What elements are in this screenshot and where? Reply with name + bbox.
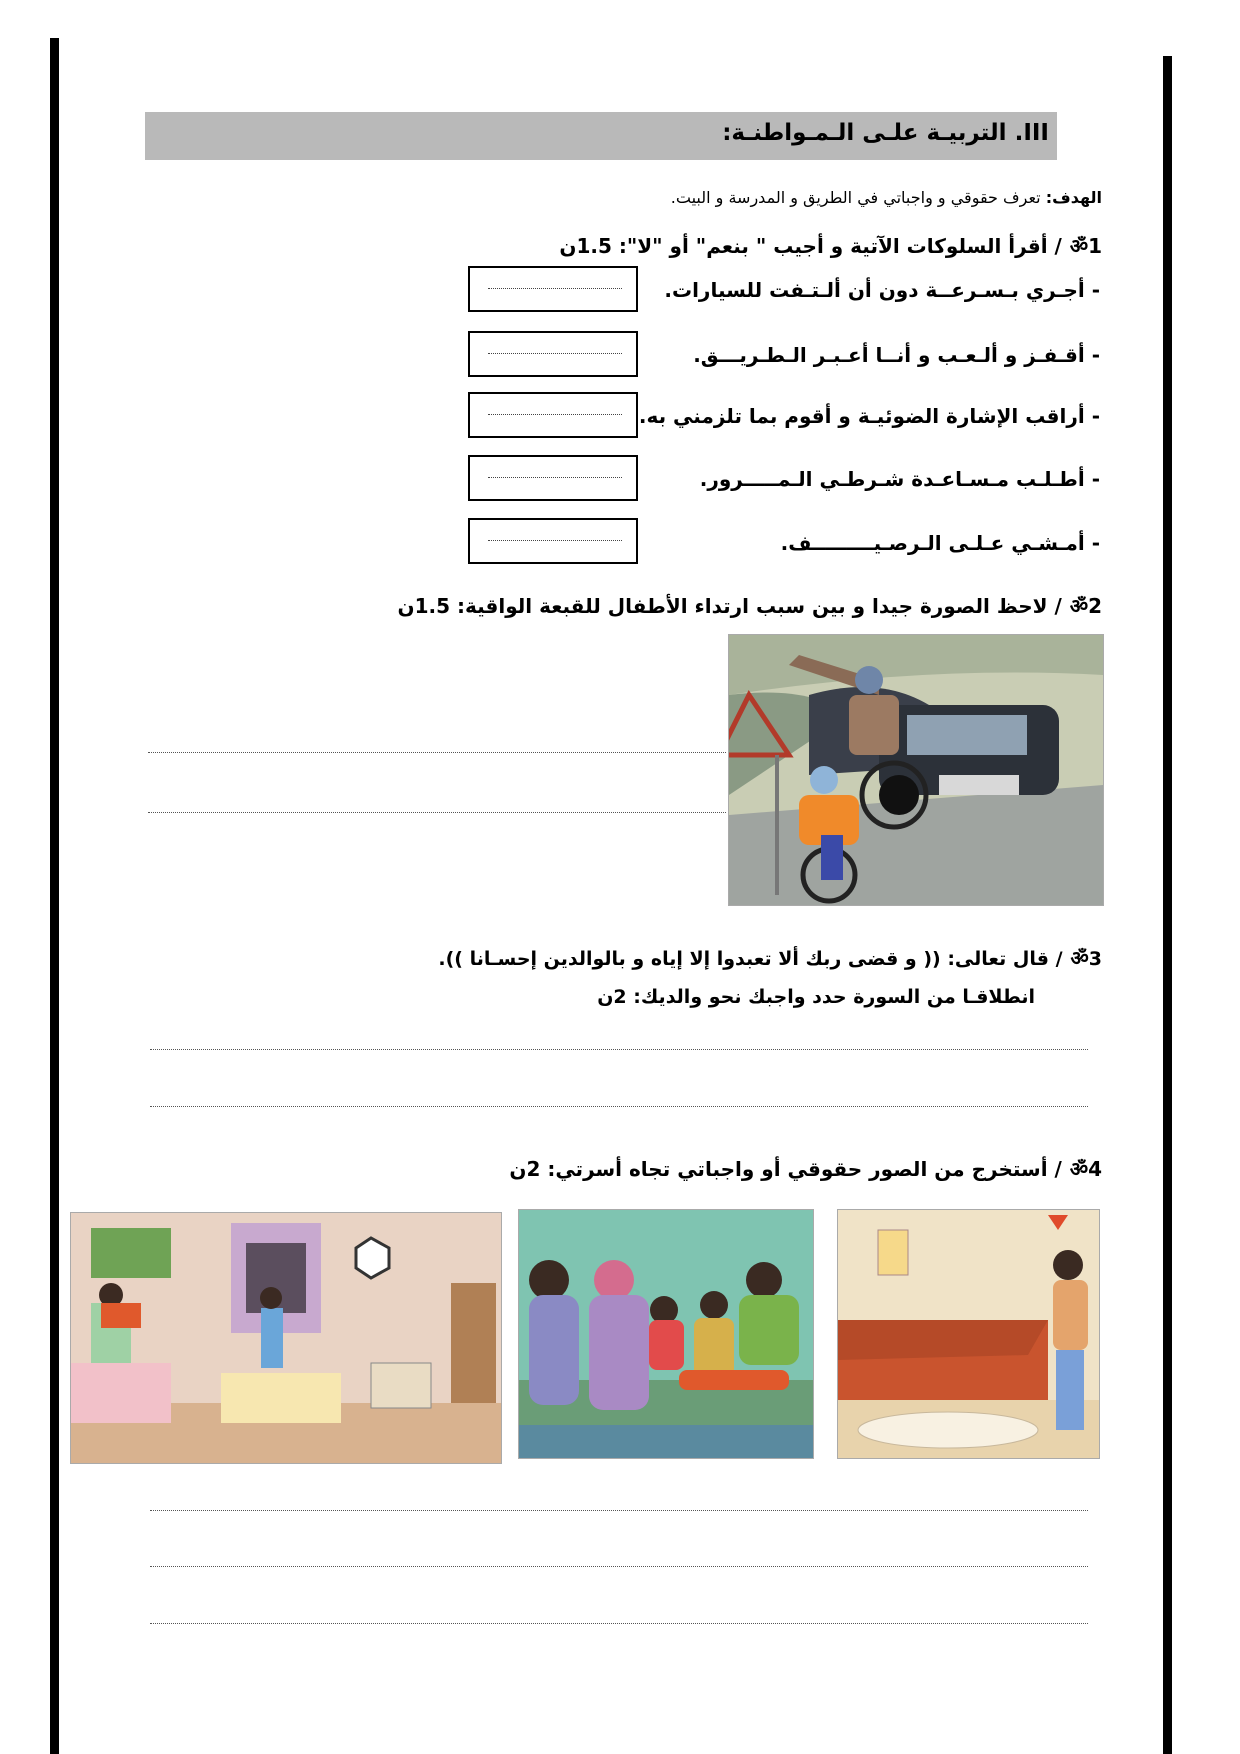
q1-item-3: - أراقب الإشارة الضوئيـة و أقوم بما تلزمني به.: [638, 404, 1100, 428]
q1-answer-box-3[interactable]: [468, 392, 638, 438]
left-margin-bar: [50, 38, 59, 1754]
goal-label: الهدف:: [1045, 188, 1102, 207]
goal-text: تعرف حقوقي و واجباتي في الطريق و المدرسة و البيت.: [670, 188, 1041, 207]
q1-item-1: - أجـري بـسـرعــة دون أن ألـتـفت للسيارات.: [664, 278, 1100, 302]
q1-answer-box-1[interactable]: [468, 266, 638, 312]
q4-answer-line-3[interactable]: [150, 1623, 1088, 1624]
q3-answer-line-2[interactable]: [150, 1106, 1088, 1107]
family-gathering-illustration: [518, 1209, 814, 1459]
q2-answer-line-1[interactable]: [148, 752, 726, 753]
q1-item-2: - أقـفـز و ألـعـب و أنــا أعـبـر الـطـريـــق.: [693, 343, 1100, 367]
q3-sub: انطلاقـا من السورة حدد واجبك نحو والديك: 2ن: [597, 986, 1035, 1008]
q4-answer-line-1[interactable]: [150, 1510, 1088, 1511]
q1-bullet-icon: ॐ: [1069, 234, 1089, 258]
boy-bedroom-illustration: [837, 1209, 1100, 1459]
q1-answer-box-2[interactable]: [468, 331, 638, 377]
q1-item-4: - أطـلـب مـسـاعـدة شـرطـي الـمـــــرور.: [699, 467, 1100, 491]
right-margin-bar: [1163, 56, 1172, 1754]
q3-answer-line-1[interactable]: [150, 1049, 1088, 1050]
q2-bullet-icon: ॐ: [1069, 594, 1089, 618]
q2-text: 2/ لاحظ الصورة جيدا و بين سبب ارتداء الأطفال للقبعة الواقية: 1.5ن: [397, 594, 1102, 618]
bedroom-tidying-illustration: [70, 1212, 502, 1464]
q1-heading: [559, 232, 1102, 259]
q3-bullet-icon: ॐ: [1070, 946, 1089, 970]
q4-bullet-icon: ॐ: [1069, 1157, 1089, 1181]
section-header: [145, 112, 1057, 160]
q3-text: 3/ قال تعالى: (( و قضى ربك ألا تعبدوا إلا إياه و بالوالدين إحسـانا )).: [438, 948, 1102, 970]
q1-answer-box-5[interactable]: [468, 518, 638, 564]
q2-answer-line-2[interactable]: [148, 812, 726, 813]
q3-heading: [438, 944, 1102, 971]
q4-heading: [509, 1155, 1102, 1182]
q4-text: 4/ أستخرج من الصور حقوقي أو واجباتي تجاه أسرتي: 2ن: [509, 1157, 1102, 1181]
q1-answer-box-4[interactable]: [468, 455, 638, 501]
section-title: III. التربيـة علـى الـمـواطنـة:: [722, 120, 1049, 146]
q1-text: 1/ أقرأ السلوكات الآتية و أجيب " بنعم" أو "لا": 1.5ن: [559, 234, 1102, 258]
q4-answer-line-2[interactable]: [150, 1566, 1088, 1567]
q2-heading: [398, 592, 1102, 619]
q1-item-5: - أمـشـي عـلـى الـرصـيـــــــــف.: [780, 531, 1100, 555]
goal-line: [671, 188, 1102, 207]
cyclists-helmet-illustration: [728, 634, 1104, 906]
